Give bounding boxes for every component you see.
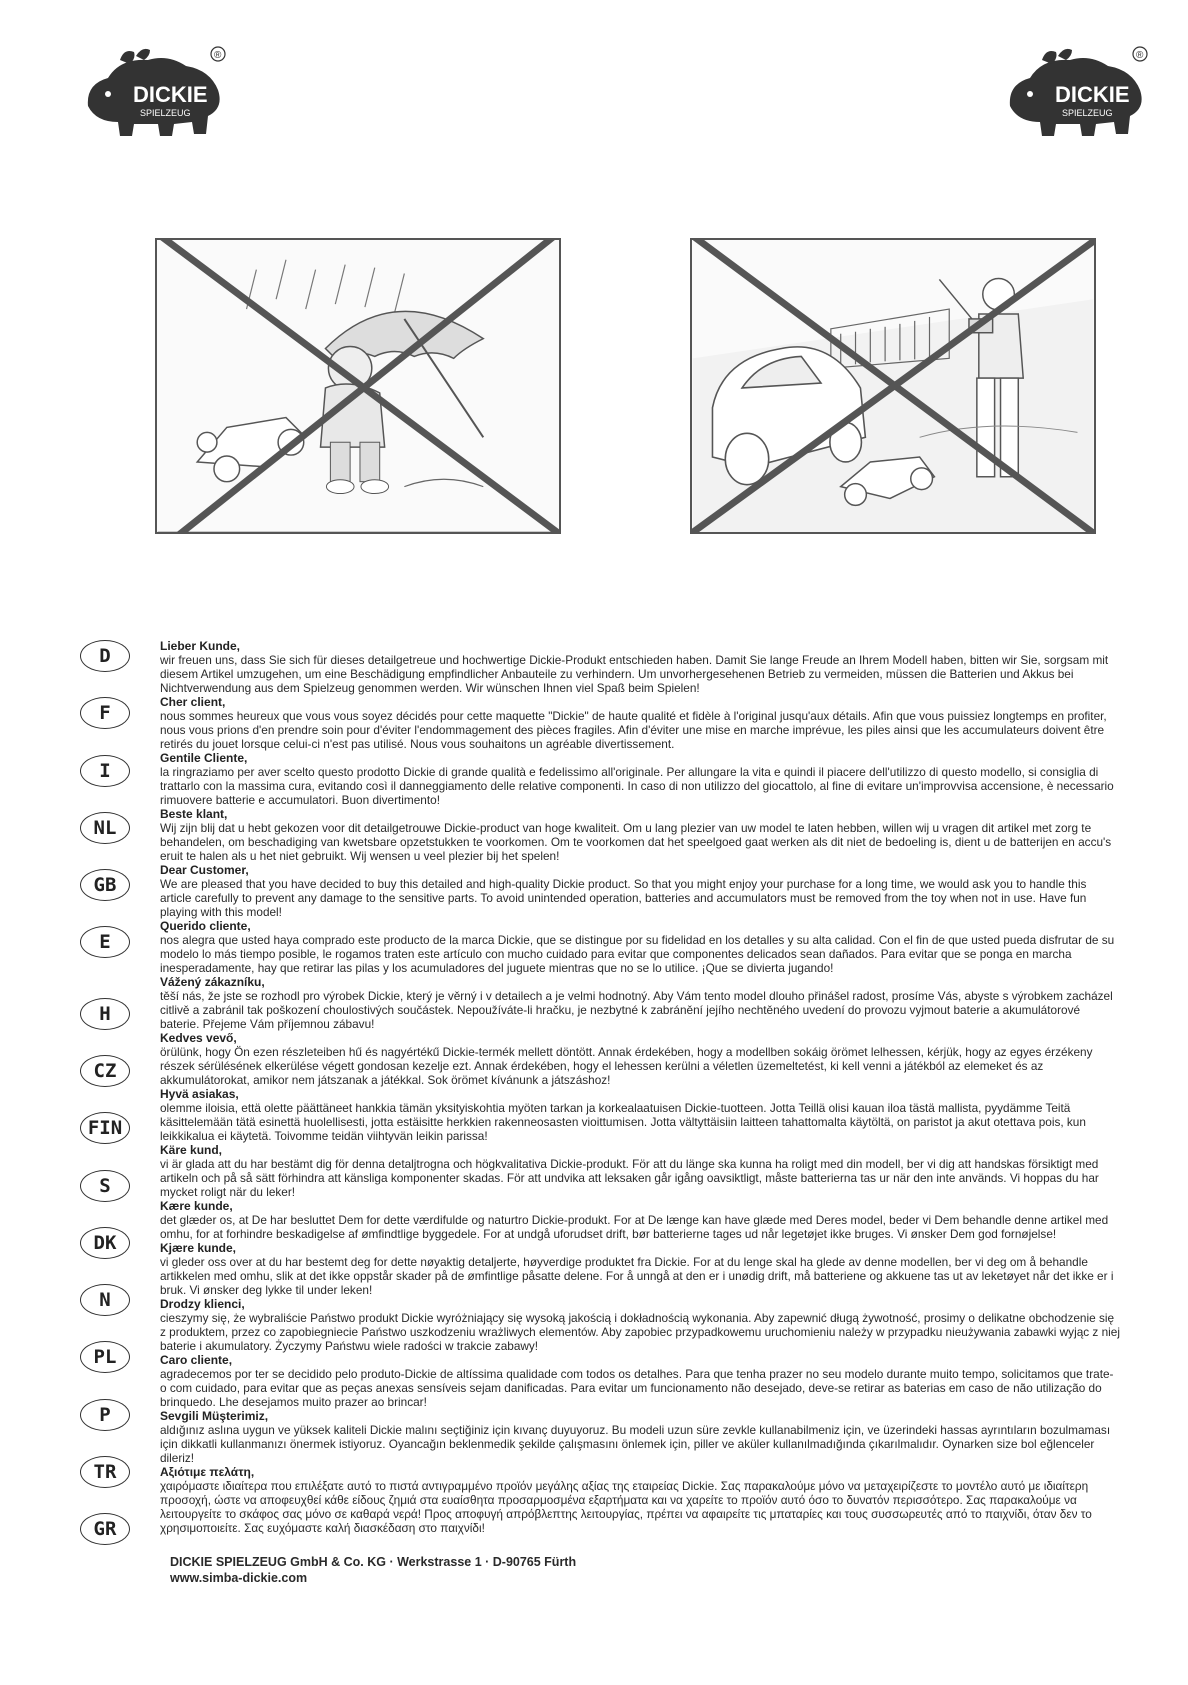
lang-badge: D <box>80 640 130 672</box>
section-body: aldığınız aslına uygun ve yüksek kaliteli Dickie malını seçtiğiniz için kıvanç duyuyoruz. Bu modeli uzun süre zevkle kullanabilmeniz için, ve üzerindeki hassas ayrıntıların bozulmaması için dikkatli kullanmanızı önermek istiyoruz. Oyancağın beklenmedik şekilde çalışmasını önlemek için, piller ve aküler kullanılmadığında çıkarılmalıdır. Oynarken size bol eğlenceler dileriz! <box>160 1423 1111 1465</box>
lang-badge: GR <box>80 1513 130 1545</box>
notice-section <box>160 1353 1120 1409</box>
section-heading: Αξιότιμε πελάτη, <box>160 1465 255 1479</box>
section-heading: Sevgili Müşterimiz, <box>160 1409 269 1423</box>
section-body: nous sommes heureux que vous vous soyez décidés pour cette maquette "Dickie" de haute qualité et fidèle à l'original jusqu'aux détails. Afin que vous puissiez longtemps en profiter, nous vous prions d'en prendre soin pour d'éviter l'endommagement des pièces fragiles. Afin d'éviter une mise en marche imprévue, les piles ainsi que les accumulateurs doivent être retirés du jouet lorsque celui-ci n'est pas utilisé. Nous vous souhaitons un agréable divertissement. <box>160 709 1107 751</box>
section-body: těší nás, že jste se rozhodl pro výrobek Dickie, který je věrný i v detailech a je velmi hodnotný. Aby Vám tento model dlouho přinášel radost, prosíme Vás, abyste s výrobkem zacházel citlivě a zabránil tak poškození choulostivých součástek. Nepoužíváte-li hračku, je nezbytné k zabránění jejího nechtěného uvedení do provozu vyjmout baterie a akumulátorové baterie. Přejeme Vám příjemnou zábavu! <box>160 989 1113 1031</box>
svg-text:DICKIE: DICKIE <box>1055 82 1130 107</box>
section-heading: Kære kunde, <box>160 1199 233 1213</box>
section-body: det glæder os, at De har besluttet Dem for dette værdifulde og naturtro Dickie-produkt. For at De længe kan have glæde med Deres model, beder vi Dem behandle denne artikel med omhu, for at forhindre beskadigelse af ømfindtlige byggedele. For at undgå uforudset drift, bør batterierne tages ud når legetøjet ikke bruges. Vi ønsker Dem god fornøjelse! <box>160 1213 1109 1241</box>
section-body: cieszymy się, że wybraliście Państwo produkt Dickie wyróżniający się wysoką jakością i dokładnością wykonania. Aby zapewnić długą żywotność, prosimy o delikatne obchodzenie się z produktem, przez co zapobiegniecie Państwo uszkodzeniu wrażliwych elementów. Aby zapobiec przypadkowemu uruchomieniu należy w przypadku nieużywania zabawki wyjąc z niej baterie i akumulatory. Życzymy Państwu wiele radości w trakcie zabawy! <box>160 1311 1120 1353</box>
svg-text:DICKIE: DICKIE <box>133 82 208 107</box>
no-street-play-icon <box>692 240 1094 532</box>
section-body: Wij zijn blij dat u hebt gekozen voor dit detailgetrouwe Dickie-product van hoge kwaliteit. Om u lang plezier van uw model te laten hebben, willen wij u vragen dit artikel met zorg te behandelen, om beschadiging van kwetsbare opzetstukken te voorkomen. Om te voorkomen dat het speelgoed gaat werken als dit niet de bedoeling is, dient u de batterijen en accu's eruit te halen als u het niet gebruikt. Wij wensen u veel plezier bij het spelen! <box>160 821 1112 863</box>
dickie-logo-right <box>1000 44 1152 139</box>
hippo-logo-icon <box>78 44 230 139</box>
section-heading: Vážený zákazníku, <box>160 975 265 989</box>
section-heading: Beste klant, <box>160 807 228 821</box>
notice-section <box>160 1143 1120 1199</box>
section-body: nos alegra que usted haya comprado este producto de la marca Dickie, que se distingue por su fidelidad en los detalles y su alta calidad. Con el fin de que usted pueda disfrutar de su modelo lo más tiempo posible, le rogamos traten este artículo con mucho cuidado para evitar que componentes delicados sean dañados. Para evitar que se ponga en marcha inesperadamente, hay que retirar las pilas y los acumuladores del juguete mientras que no se lo utilice. ¡Que se divierta jugando! <box>160 933 1115 975</box>
notice-section <box>160 807 1120 863</box>
section-heading: Kjære kunde, <box>160 1241 237 1255</box>
section-heading: Lieber Kunde, <box>160 639 241 653</box>
section-body: agradecemos por ter se decidido pelo produto-Dickie de altíssima qualidade com todos os detalhes. Para que tenha prazer no seu modelo durante muito tempo, solicitamos que trate-o com cuidado, para evitar que as peças anexas sensíveis sejam danificadas. Para evitar um funcionamento não desejado, deve-se retirar as baterias em caso de não utilização do brinquedo. Lhe desejamos muito prazer ao brincar! <box>160 1367 1114 1409</box>
notice-section <box>160 695 1120 751</box>
lang-badge: TR <box>80 1456 130 1488</box>
lang-badge: FIN <box>80 1112 130 1144</box>
lang-badge: H <box>80 998 130 1030</box>
company-website-link[interactable]: www.simba-dickie.com <box>170 1571 308 1585</box>
section-heading: Kedves vevő, <box>160 1031 237 1045</box>
company-address: DICKIE SPIELZEUG GmbH & Co. KG · Werkstrasse 1 · D-90765 Fürth <box>170 1555 577 1569</box>
lang-badge: NL <box>80 812 130 844</box>
lang-badge: S <box>80 1170 130 1202</box>
notice-section <box>160 1199 1120 1241</box>
lang-badge: PL <box>80 1341 130 1373</box>
dickie-logo-left <box>78 44 230 139</box>
section-heading: Dear Customer, <box>160 863 249 877</box>
svg-text:®: ® <box>214 50 222 61</box>
notice-section <box>160 1087 1120 1143</box>
illustration-street-warning <box>690 238 1096 534</box>
hippo-logo-icon <box>1000 44 1152 139</box>
section-heading: Gentile Cliente, <box>160 751 248 765</box>
section-body: olemme iloisia, että olette päättäneet hankkia tämän yksityiskohtia myöten tarkan ja korkealaatuisen Dickie-tuotteen. Jotta Teillä olisi kauan iloa tästä mallista, pyydämme Teitä käsittelemään tätä esinettä huolellisesti, jotta estäisitte herkkien rakenneosasten vioittumisen. Jotta vältyttäisiin laitteen tahattomalta käytöltä, on paristot ja akut otettava pois, kun leikkikalua ei käytetä. Toivomme teidän viihtyvän leikin parissa! <box>160 1101 1086 1143</box>
section-body: We are pleased that you have decided to buy this detailed and high-quality Dickie product. So that you might enjoy your purchase for a long time, we would ask you to handle this article carefully to prevent any damage to the sensitive parts. To avoid unintended operation, batteries and accumulators must be removed from the toy when not in use. Have fun playing with this model! <box>160 877 1087 919</box>
notice-section <box>160 863 1120 919</box>
section-heading: Caro cliente, <box>160 1353 233 1367</box>
section-body: la ringraziamo per aver scelto questo prodotto Dickie di grande qualità e fedelissimo all'originale. Per allungare la vita e quindi il piacere dell'utilizzo di questo modello, si consiglia di trattarlo con la massima cura, evitando così il danneggiamento delle relative componenti. In caso di non utilizzo del giocattolo, al fine di evitare un'improvvisa accensione, è necessario rimuovere batterie e accumulatori. Buon divertimento! <box>160 765 1114 807</box>
section-heading: Hyvä asiakas, <box>160 1087 239 1101</box>
notice-section <box>160 1409 1120 1465</box>
notice-section <box>160 1241 1120 1297</box>
svg-text:SPIELZEUG: SPIELZEUG <box>140 108 191 118</box>
lang-badge: CZ <box>80 1055 130 1087</box>
section-body: örülünk, hogy Ön ezen részleteiben hű és nagyértékű Dickie-termék mellett döntött. Annak érdekében, hogy a modellben sokáig örömet lelhessen, kérjük, hogy az egyes érzékeny részek sérülésének elkerülése végett gondosan kezelje ezt. Annak érdekében, hogy el lehessen kerülni a véletlen üzemeltetést, ki kell venni a játékból az elemeket és az akkumulátorokat, amikor nem játszanak a játékkal. Sok örömet kívánunk a játszáshoz! <box>160 1045 1093 1087</box>
notice-section <box>160 1465 1120 1535</box>
lang-badge: P <box>80 1399 130 1431</box>
section-body: χαιρόμαστε ιδιαίτερα που επιλέξατε αυτό το πιστά αντιγραμμένο προϊόν μεγάλης αξίας της εταιρείας Dickie. Σας παρακαλούμε μόνο να μεταχειρίζεστε το μοντέλο αυτό με ιδιαίτερη προσοχή, ώστε να αποφευχθεί κάθε είδους ζημιά στα ευαίσθητα προσαρμοσμένα εξαρτήματα και να χαρείτε το προϊόν αυτό όσο το δυνατόν περισσότερο. Σας παρακαλούμε να λειτουργείτε το σκάφος σας μόνο σε καθαρά νερά! Προς αποφυγή απρόβλεπτης λειτουργίας, πρέπει να αφαιρείτε τις μπαταρίες και τους συσσωρευτές από το παιχνίδι, όταν δεν το χρησιμοποιείτε. Σας ευχόμαστε καλή διασκέδαση στο παιχνίδι! <box>160 1479 1092 1535</box>
notice-section <box>160 975 1120 1031</box>
section-heading: Querido cliente, <box>160 919 251 933</box>
no-rain-play-icon <box>157 240 559 532</box>
lang-badge: GB <box>80 869 130 901</box>
company-footer <box>170 1554 576 1586</box>
notice-section <box>160 1031 1120 1087</box>
svg-text:®: ® <box>1136 50 1144 61</box>
section-body: vi är glada att du har bestämt dig för denna detaljtrogna och högkvalitativa Dickie-produkt. För att du länge ska kunna ha roligt med din modell, ber vi dig att handskas försiktigt med artikeln och på så sätt förhindra att känsliga komponenter skadas. För att undvika att leksaken går igång oavsiktligt, måste batterierna tas ur när den inte används. Vi hoppas du har mycket roligt när du leker! <box>160 1157 1099 1199</box>
customer-notice-text <box>160 639 1120 1535</box>
section-body: vi gleder oss over at du har bestemt deg for dette nøyaktig detaljerte, høyverdige produktet fra Dickie. For at du lenge skal ha glede av denne modellen, ber vi deg om å behandle artikkelen med omhu, slik at det ikke oppstår skader på de ømfintlige påsatte delene. For å unngå at den er i unødig drift, må batteriene og akkuene tas ut av leketøyet når det ikke er i bruk. Vi ønsker deg lykke til under leken! <box>160 1255 1114 1297</box>
section-body: wir freuen uns, dass Sie sich für dieses detailgetreue und hochwertige Dickie-Produkt entschieden haben. Damit Sie lange Freude an Ihrem Modell haben, bitten wir Sie, sorgsam mit diesem Artikel umzugehen, um eine Beschädigung empfindlicher Anbauteile zu verhindern. Um unvorhergesehenen Betrieb zu vermeiden, müssen die Batterien und Akkus bei Nichtverwendung aus dem Spielzeug genommen werden. Wir wünschen Ihnen viel Spaß beim Spielen! <box>160 653 1109 695</box>
lang-badge: E <box>80 926 130 958</box>
section-heading: Cher client, <box>160 695 226 709</box>
illustration-rain-warning <box>155 238 561 534</box>
section-heading: Käre kund, <box>160 1143 223 1157</box>
notice-section <box>160 1297 1120 1353</box>
notice-section <box>160 919 1120 975</box>
notice-section <box>160 751 1120 807</box>
section-heading: Drodzy klienci, <box>160 1297 245 1311</box>
lang-badge: DK <box>80 1227 130 1259</box>
lang-badge: N <box>80 1284 130 1316</box>
lang-badge: F <box>80 697 130 729</box>
svg-text:SPIELZEUG: SPIELZEUG <box>1062 108 1113 118</box>
lang-badge: I <box>80 755 130 787</box>
notice-section <box>160 639 1120 695</box>
